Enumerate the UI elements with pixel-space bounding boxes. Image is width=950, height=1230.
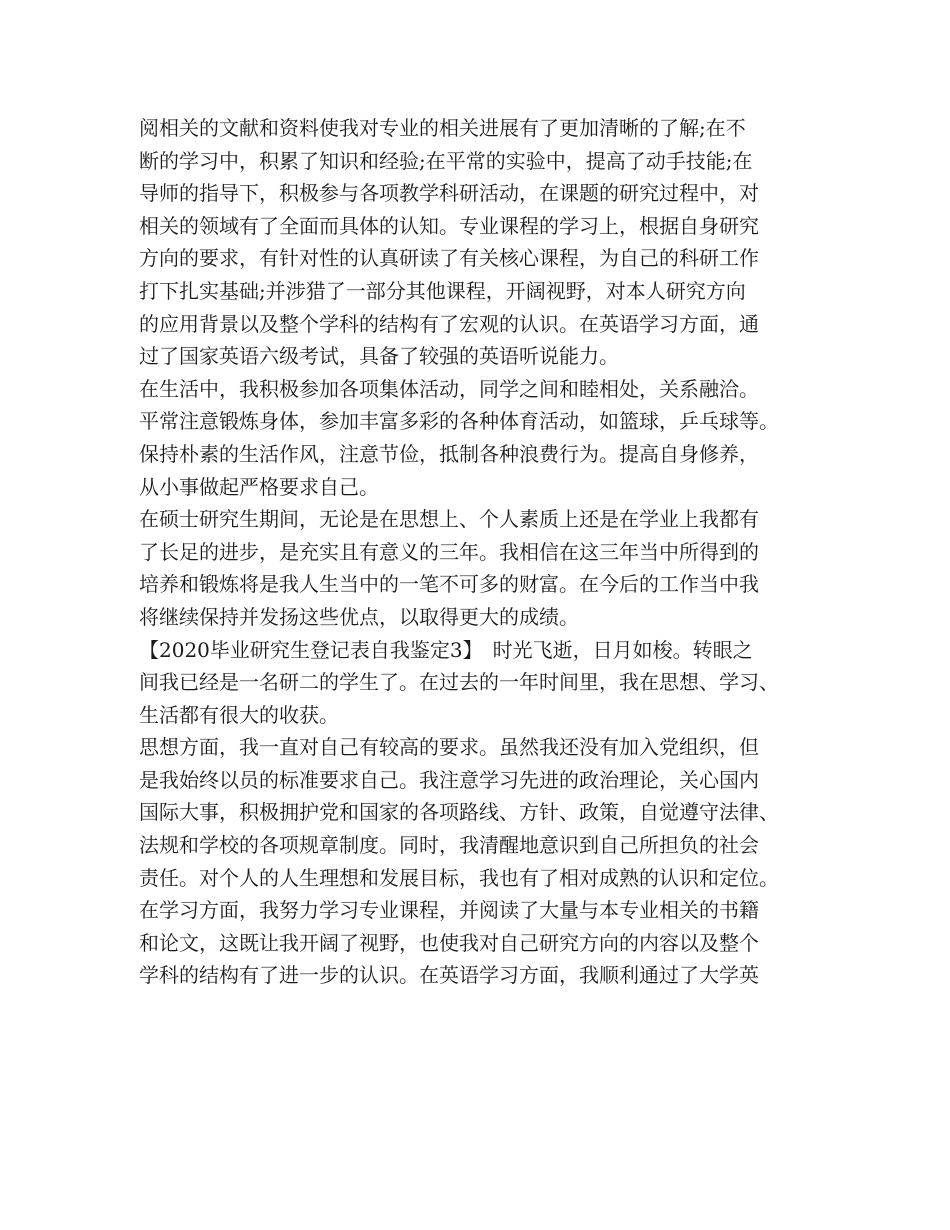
text-line: 生活都有很大的收获。 [139, 702, 339, 727]
text-line: 平常注意锻炼身体，参加丰富多彩的各种体育活动，如篮球，乒乓球等。 [139, 409, 779, 434]
text-line: 打下扎实基础;并涉猎了一部分其他课程，开阔视野，对本人研究方向 [139, 278, 746, 303]
text-line: 和论文，这既让我开阔了视野，也使我对自己研究方向的内容以及整个 [139, 930, 759, 955]
text-line: 保持朴素的生活作风，注意节俭，抵制各种浪费行为。提高自身修养， [139, 441, 759, 466]
text-line: 国际大事，积极拥护党和国家的各项路线、方针、政策，自觉遵守法律、 [139, 800, 779, 825]
text-line: 阅相关的文献和资料使我对专业的相关进展有了更加清晰的了解;在不 [139, 116, 746, 140]
text-line: 培养和锻炼将是我人生当中的一笔不可多的财富。在今后的工作当中我 [139, 572, 759, 597]
text-line: 了长足的进步，是充实且有意义的三年。我相信在这三年当中所得到的 [139, 539, 759, 564]
text-line: 是我始终以员的标准要求自己。我注意学习先进的政治理论，关心国内 [139, 767, 759, 792]
text-line: 相关的领域有了全面而具体的认知。专业课程的学习上，根据自身研究 [139, 213, 759, 238]
text-line: 将继续保持并发扬这些优点，以取得更大的成绩。 [139, 604, 579, 629]
text-line: 学科的结构有了进一步的认识。在英语学习方面，我顺利通过了大学英 [139, 963, 759, 988]
text-line: 思想方面，我一直对自己有较高的要求。虽然我还没有加入党组织，但 [139, 735, 759, 760]
document-body [139, 112, 829, 992]
text-line: 断的学习中，积累了知识和经验;在平常的实验中，提高了动手技能;在 [139, 148, 753, 173]
text-line: 过了国家英语六级考试，具备了较强的英语听说能力。 [139, 344, 619, 369]
text-line: 导师的指导下，积极参与各项教学科研活动，在课题的研究过程中，对 [139, 181, 759, 206]
text-line: 在硕士研究生期间，无论是在思想上、个人素质上还是在学业上我都有 [139, 507, 759, 532]
text-line: 在生活中，我积极参加各项集体活动，同学之间和睦相处，关系融洽。 [139, 376, 759, 401]
text-line: 责任。对个人的人生理想和发展目标，我也有了相对成熟的认识和定位。 [139, 865, 779, 890]
text-line: 方向的要求，有针对性的认真研读了有关核心课程，为自己的科研工作 [139, 246, 759, 271]
text-line: 从小事做起严格要求自己。 [139, 474, 379, 499]
text-line: 在学习方面，我努力学习专业课程，并阅读了大量与本专业相关的书籍 [139, 898, 759, 923]
text-line: 间我已经是一名研二的学生了。在过去的一年时间里，我在思想、学习、 [139, 670, 779, 695]
section-heading-line: 【2020毕业研究生登记表自我鉴定3】 时光飞逝，日月如梭。转眼之 [139, 637, 753, 662]
text-line: 的应用背景以及整个学科的结构有了宏观的认识。在英语学习方面，通 [139, 311, 759, 336]
text-line: 法规和学校的各项规章制度。同时，我清醒地意识到自己所担负的社会 [139, 833, 759, 858]
